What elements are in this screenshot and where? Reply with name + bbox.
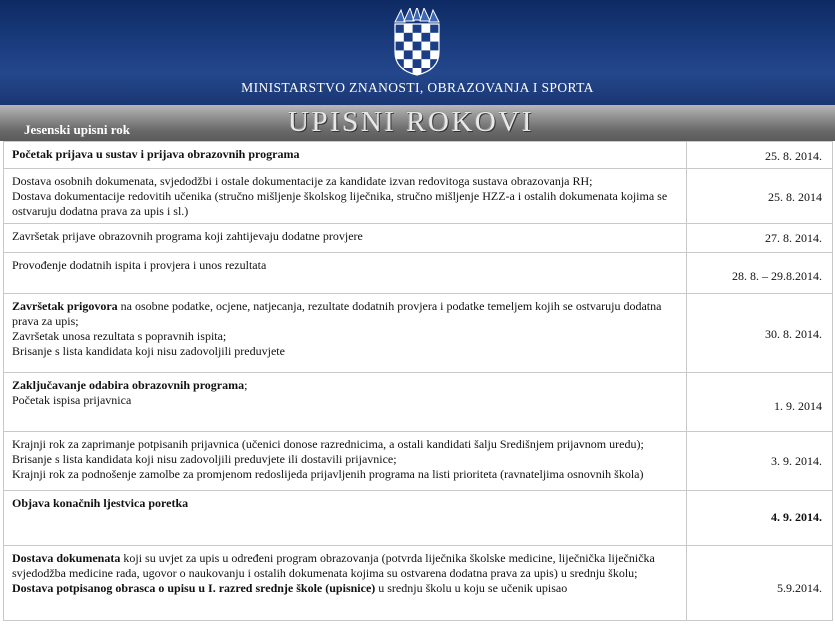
description-line [12, 189, 678, 219]
description-text: Dostava osobnih dokumenata, svjedodžbi i ostale dokumentacije za kandidate izvan redovitoga sustava obrazovanja RH; [12, 174, 593, 188]
description-line [12, 174, 678, 189]
description-line [12, 378, 678, 393]
schedule-date [687, 294, 833, 373]
description-line [12, 437, 678, 452]
description-text: Dostava dokumentacije redovitih učenika (stručno mišljenje školskog liječnika, stručno mišljenje HZZ-a i ostalih dokumenata kojima se ostvaruju dodatna prava za upis i sl.) [12, 189, 668, 218]
schedule-description [4, 546, 687, 621]
description-bold-text: Dostava potpisanog obrasca o upisu u I. razred srednje škole (upisnice) [12, 581, 376, 595]
date-text: 27. 8. 2014. [765, 231, 822, 245]
date-text: 1. 9. 2014 [774, 399, 822, 413]
description-line [12, 452, 678, 467]
date-text: 3. 9. 2014. [771, 454, 822, 468]
schedule-row [4, 224, 833, 253]
description-line [12, 329, 678, 344]
description-bold-text: Početak prijava u sustav i prijava obrazovnih programa [12, 147, 300, 161]
description-text: na osobne podatke, ocjene, natjecanja, rezultate dodatnih provjera i podatke temeljem kojih se ostvaruju dodatna prava za upis; [12, 299, 662, 328]
description-line [12, 496, 678, 511]
description-text: Brisanje s lista kandidata koji nisu zadovoljili preduvjete [12, 344, 285, 358]
schedule-description [4, 432, 687, 491]
description-text: u srednju školu u koju se učenik upisao [375, 581, 568, 595]
description-line [12, 581, 678, 596]
schedule-date [687, 253, 833, 294]
schedule-date [687, 142, 833, 169]
date-text: 5.9.2014. [777, 581, 822, 595]
description-text: Krajnji rok za podnošenje zamolbe za promjenom redoslijeda prijavljenih programa na listi prioriteta (ravnateljima osnovnih škola) [12, 467, 644, 481]
schedule-description [4, 491, 687, 546]
schedule-row [4, 432, 833, 491]
date-text: 25. 8. 2014 [768, 190, 822, 204]
page-title: UPISNI ROKOVI [288, 106, 534, 138]
description-line [12, 229, 678, 244]
schedule-description [4, 224, 687, 253]
schedule-row [4, 491, 833, 546]
description-line [12, 467, 678, 482]
schedule-date [687, 491, 833, 546]
title-band [0, 105, 835, 141]
croatian-coat-of-arms-icon [392, 8, 442, 76]
schedule-date [687, 224, 833, 253]
description-text: Krajnji rok za zaprimanje potpisanih prijavnica (učenici donose razrednicima, a ostali kandidati šalju Središnjem prijavnom uredu); [12, 437, 644, 451]
schedule-description [4, 373, 687, 432]
schedule-row [4, 142, 833, 169]
period-label: Jesenski upisni rok [24, 122, 130, 137]
schedule-date [687, 546, 833, 621]
date-text: 4. 9. 2014. [771, 510, 822, 524]
description-text: ; [244, 378, 248, 392]
schedule-date [687, 169, 833, 224]
description-bold-text: Završetak prigovora [12, 299, 118, 313]
schedule-date [687, 432, 833, 491]
schedule-row [4, 253, 833, 294]
enrollment-schedule-table [3, 141, 833, 621]
description-line [12, 258, 678, 273]
description-bold-text: Zaključavanje odabira obrazovnih programa [12, 378, 245, 392]
schedule-row [4, 373, 833, 432]
description-line [12, 393, 678, 408]
description-text: Brisanje s lista kandidata koji nisu zadovoljili preduvjete ili dostavili prijavnice; [12, 452, 397, 466]
description-text: Provođenje dodatnih ispita i provjera i unos rezultata [12, 258, 267, 272]
schedule-row [4, 169, 833, 224]
date-text: 28. 8. – 29.8.2014. [732, 269, 822, 283]
schedule-description [4, 142, 687, 169]
schedule-row [4, 546, 833, 621]
date-text: 30. 8. 2014. [765, 327, 822, 341]
description-text: Završetak prijave obrazovnih programa koji zahtijevaju dodatne provjere [12, 229, 363, 243]
schedule-description [4, 294, 687, 373]
ministry-name: MINISTARSTVO ZNANOSTI, OBRAZOVANJA I SPORTA [241, 80, 594, 95]
description-line [12, 147, 678, 162]
description-text: Završetak unosa rezultata s popravnih ispita; [12, 329, 227, 343]
ministry-header [0, 0, 835, 105]
date-text: 25. 8. 2014. [765, 149, 822, 163]
description-bold-text: Objava konačnih ljestvica poretka [12, 496, 189, 510]
schedule-description [4, 169, 687, 224]
schedule-description [4, 253, 687, 294]
description-text: koji su uvjet za upis u određeni program obrazovanja (potvrda liječnika školske medicine, liječnička liječnička svjedodžba medicine rada, ugovor o naukovanju i ostalih dokumenata kojima su ostvarena dodatna prava za upis) u srednju školu; [12, 551, 655, 580]
description-text: Početak ispisa prijavnica [12, 393, 132, 407]
description-line [12, 344, 678, 359]
schedule-row [4, 294, 833, 373]
description-line [12, 299, 678, 329]
schedule-date [687, 373, 833, 432]
description-line [12, 551, 678, 581]
description-bold-text: Dostava dokumenata [12, 551, 121, 565]
